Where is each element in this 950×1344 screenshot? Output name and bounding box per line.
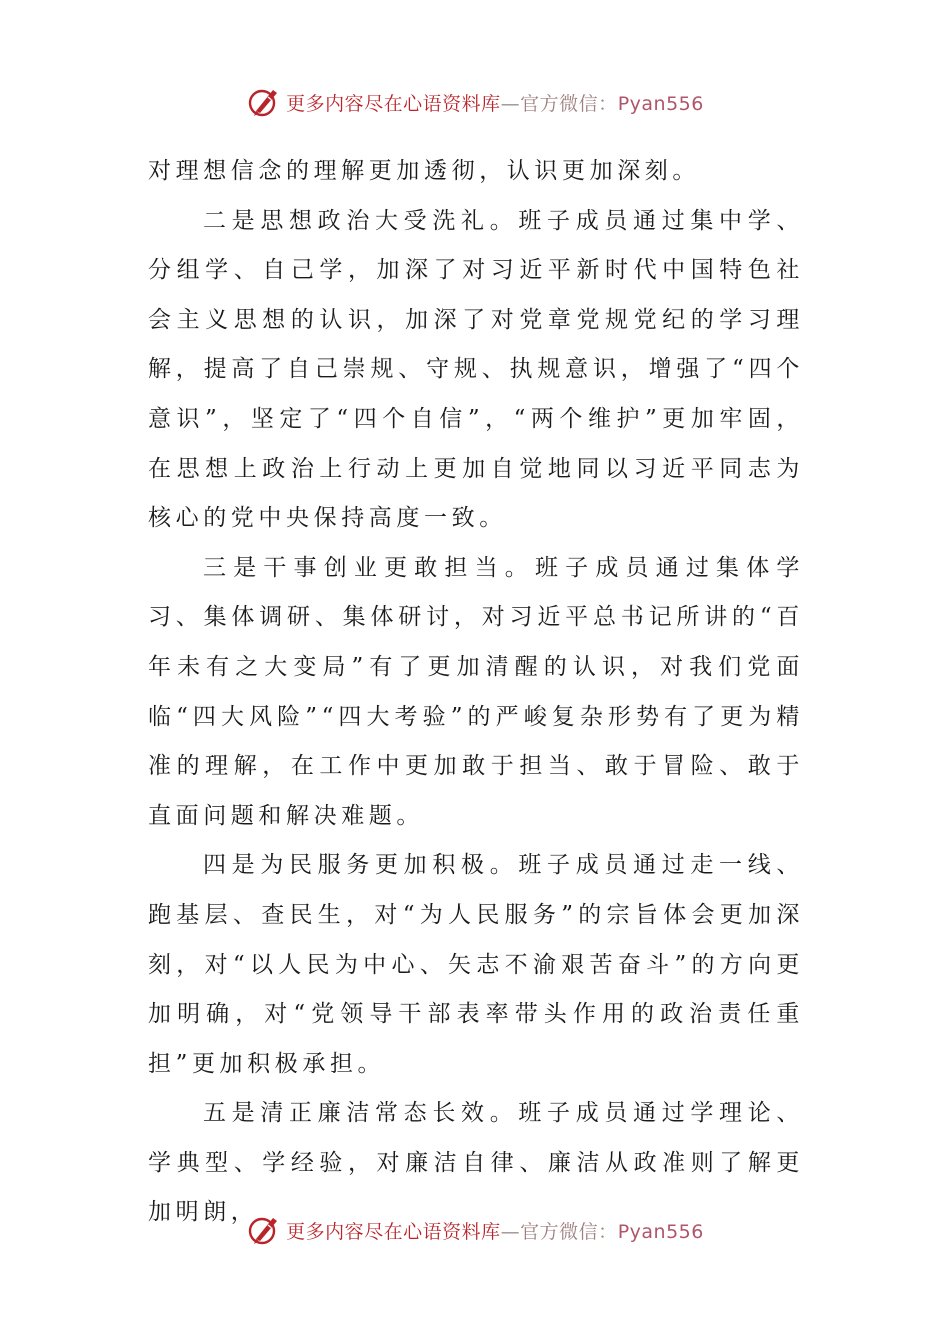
pen-logo-icon: [246, 84, 282, 120]
header-wechat-label: 官方微信：: [520, 92, 618, 115]
paragraph-3: 三是干事创业更敢担当。班子成员通过集体学习、集体调研、集体研讨，对习近平总书记所讲的“百年未有之大变局”有了更加清醒的认识，对我们党面临“四大风险”“四大考验”的严峻复杂形势有了更为精准的理解，在工作中更加敢于担当、敢于冒险、敢于直面问题和解决难题。: [148, 554, 804, 829]
header-watermark-text: [286, 89, 704, 116]
header-separator: —: [500, 92, 521, 115]
footer-wechat-id: Pyan556: [617, 1220, 704, 1243]
footer-watermark-text: [286, 1217, 704, 1244]
header-wechat-id: Pyan556: [617, 92, 704, 115]
footer-watermark: [0, 1208, 950, 1252]
pen-logo-icon: [246, 1212, 282, 1248]
footer-separator: —: [500, 1220, 521, 1243]
footer-wechat-label: 官方微信：: [520, 1220, 618, 1243]
paragraph-5: 五是清正廉洁常态长效。班子成员通过学理论、学典型、学经验，对廉洁自律、廉洁从政准则了解更加明朗，: [148, 1100, 804, 1226]
document-body: [148, 147, 804, 1238]
paragraph-continuation: 对理想信念的理解更加透彻，认识更加深刻。: [148, 158, 700, 184]
paragraph-2: 二是思想政治大受洗礼。班子成员通过集中学、分组学、自己学，加深了对习近平新时代中国特色社会主义思想的认识，加深了对党章党规党纪的学习理解，提高了自己崇规、守规、执规意识，增强了“四个意识”，坚定了“四个自信”，“两个维护”更加牢固，在思想上政治上行动上更加自觉地同以习近平同志为核心的党中央保持高度一致。: [148, 207, 804, 532]
paragraph-4: 四是为民服务更加积极。班子成员通过走一线、跑基层、查民生，对“为人民服务”的宗旨体会更加深刻，对“以人民为中心、矢志不渝艰苦奋斗”的方向更加明确，对“党领导干部表率带头作用的政治责任重担”更加积极承担。: [148, 852, 804, 1077]
footer-site-name: 更多内容尽在心语资料库: [286, 1220, 501, 1243]
header-site-name: 更多内容尽在心语资料库: [286, 92, 501, 115]
header-watermark: [0, 80, 950, 124]
